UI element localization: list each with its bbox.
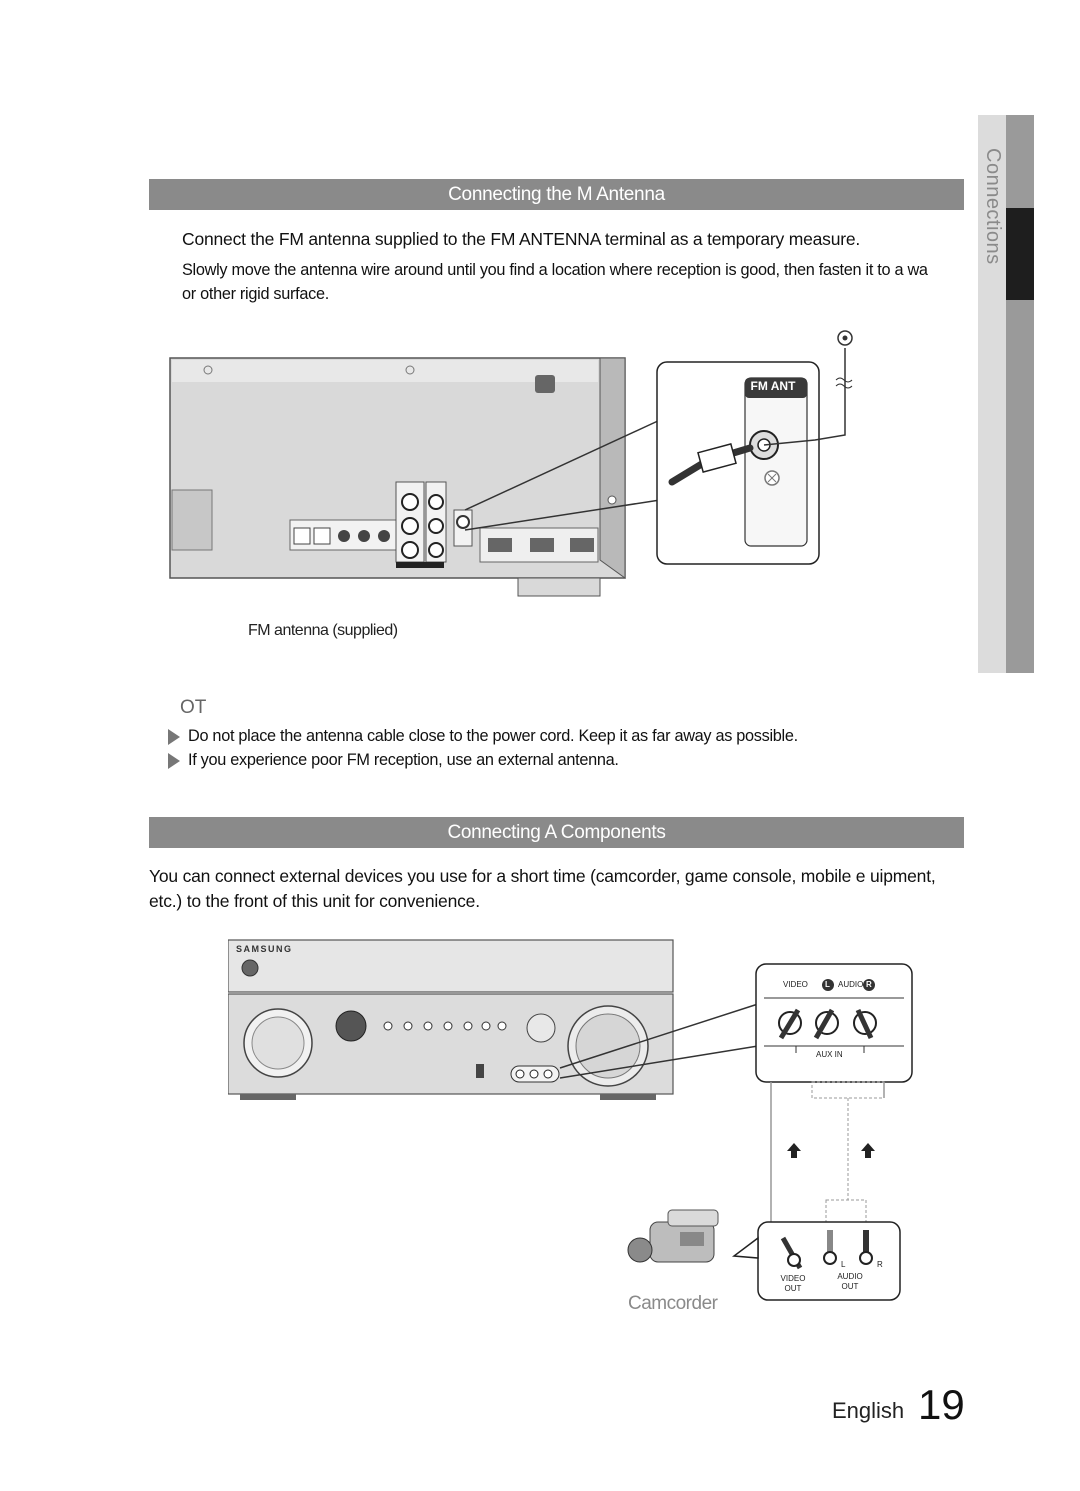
fm-antenna-diagram [160, 320, 880, 610]
fm-antenna-body-line2: or other rigid surface. [182, 285, 329, 303]
aux-r-badge: R [866, 980, 872, 989]
note-item [168, 727, 798, 746]
side-tab-label: Connections [982, 148, 1004, 265]
brand-logo-text: SAMSUNG [236, 944, 293, 954]
fm-antenna-lead: Connect the FM antenna supplied to the FM ANTENNA terminal as a temporary measure. [182, 229, 861, 249]
aux-video-label: VIDEO [783, 980, 808, 989]
bullet-triangle-icon [168, 753, 180, 769]
cam-r-label: R [877, 1260, 883, 1269]
fm-ant-terminal-label: FM ANT [750, 379, 796, 393]
cam-audio-out-label: OUT [841, 1282, 859, 1291]
aux-audio-label: AUDIO [838, 980, 864, 989]
aux-in-callout [756, 964, 912, 1082]
av-components-body-line2: etc.) to the front of this unit for convenience. [149, 891, 480, 911]
cam-audio-label: AUDIO [837, 1272, 863, 1281]
aux-l-badge: L [825, 980, 830, 989]
section-title-av-components: Connecting A Components [149, 817, 964, 848]
fm-ant-callout [657, 331, 852, 564]
cam-l-label: L [841, 1260, 846, 1269]
footer-language: English [832, 1398, 905, 1423]
cam-video-label: VIDEO [780, 1274, 806, 1283]
camcorder-callout [734, 1222, 900, 1300]
up-arrow-icon [861, 1143, 875, 1158]
camcorder-icon [628, 1210, 718, 1262]
aux-in-label: AUX IN [816, 1050, 843, 1059]
av-components-body-line1: You can connect external devices you use for a short time (camcorder, game console, mobile e uipment, [149, 866, 936, 886]
camcorder-caption: Camcorder [628, 1293, 718, 1314]
note-item-text: If you experience poor FM reception, use an external antenna. [188, 751, 619, 769]
note-heading: OT [180, 697, 207, 718]
receiver-rear-panel [170, 358, 625, 596]
fm-antenna-body-line1: Slowly move the antenna wire around until you find a location where reception is good, then fasten it to a wa [182, 261, 928, 279]
bullet-triangle-icon [168, 729, 180, 745]
page-number: 19 [918, 1381, 965, 1428]
note-item-text: Do not place the antenna cable close to the power cord. Keep it as far away as possible. [188, 727, 798, 745]
section-title-fm-antenna: Connecting the M Antenna [149, 179, 964, 210]
fm-antenna-caption: FM antenna (supplied) [248, 622, 398, 639]
side-tab-strip [1006, 115, 1034, 673]
aux-connection-diagram [228, 938, 928, 1308]
up-arrow-icon [787, 1143, 801, 1158]
note-item [168, 751, 619, 770]
receiver-front-panel [228, 940, 673, 1100]
side-tab-marker [1006, 208, 1034, 300]
cam-video-out-label: OUT [784, 1284, 802, 1293]
